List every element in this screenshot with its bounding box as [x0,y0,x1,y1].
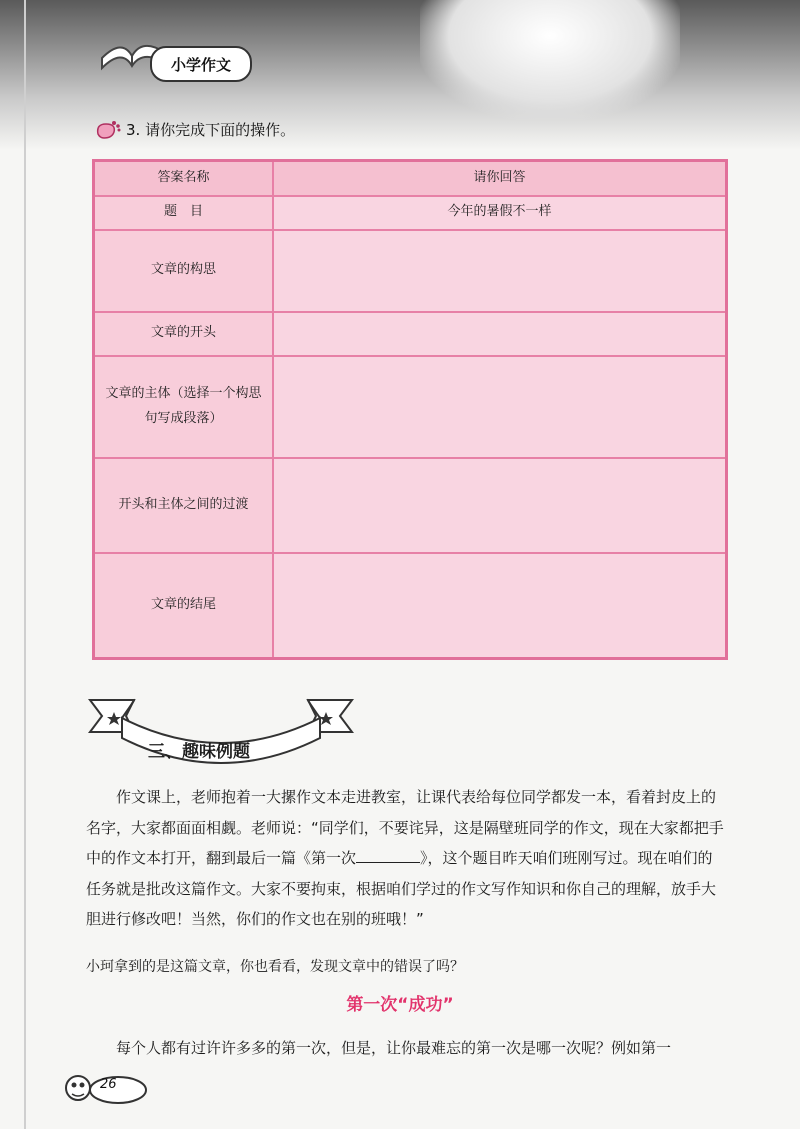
table-row [94,458,727,553]
question-text: 3. 请你完成下面的操作。 [126,120,296,139]
table-row [94,312,727,356]
table-row [94,356,727,458]
scroll-illustration [420,0,680,120]
answer-cell[interactable] [273,553,727,659]
row-label: 文章的结尾 [94,553,274,659]
answer-cell[interactable]: 今年的暑假不一样 [273,196,727,230]
answer-cell[interactable] [273,230,727,312]
question-prompt: 小珂拿到的是这篇文章，你也看看，发现文章中的错误了吗？ [86,959,464,975]
story-intro-paragraph [86,782,726,935]
question-line [94,118,295,140]
table-header-row [94,161,727,196]
story-first-line: 每个人都有过许许多多的第一次，但是，让你最难忘的第一次是哪一次呢？例如第一 [116,1039,672,1057]
page-margin-line [24,0,26,1129]
answer-cell[interactable] [273,312,727,356]
table-row [94,553,727,659]
row-label: 题 目 [94,196,274,230]
header-cell-name: 答案名称 [94,161,274,196]
page-number: 26 [100,1077,117,1092]
section-title: 三、趣味例题 [148,742,250,762]
fill-blank [356,848,420,863]
header-badge: 小学作文 [150,46,252,82]
row-label: 文章的开头 [94,312,274,356]
story-title: 第一次“成功” [346,995,454,1015]
row-label: 开头和主体之间的过渡 [94,458,274,553]
paragraph-part1: 作文课上，老师抱着一大摞作文本走进教室，让课代表给每位同学都发一本，看着封皮上的名字，大家都面面相觑。老师说：“同学们，不要诧异，这是隔壁班同学的作文，现在大家都把手中的作文本打开，翻到最后一篇《第一次 [86,788,724,867]
row-label: 文章的主体（选择一个构思句写成段落） [94,356,274,458]
operations-table [92,159,728,660]
paragraph-part2: 》，这个题目昨天咱们班刚写过。现在咱们的任务就是批改这篇作文。大家不要拘束，根据咱们学过的作文写作知识和你自己的理解，放手大胆进行修改吧！当然，你们的作文也在别的班哦！” [86,849,717,928]
table-row [94,230,727,312]
table-row [94,196,727,230]
answer-cell[interactable] [273,458,727,553]
row-label: 文章的构思 [94,230,274,312]
footprint-icon [94,118,122,140]
answer-cell[interactable] [273,356,727,458]
header-cell-answer: 请你回答 [273,161,727,196]
